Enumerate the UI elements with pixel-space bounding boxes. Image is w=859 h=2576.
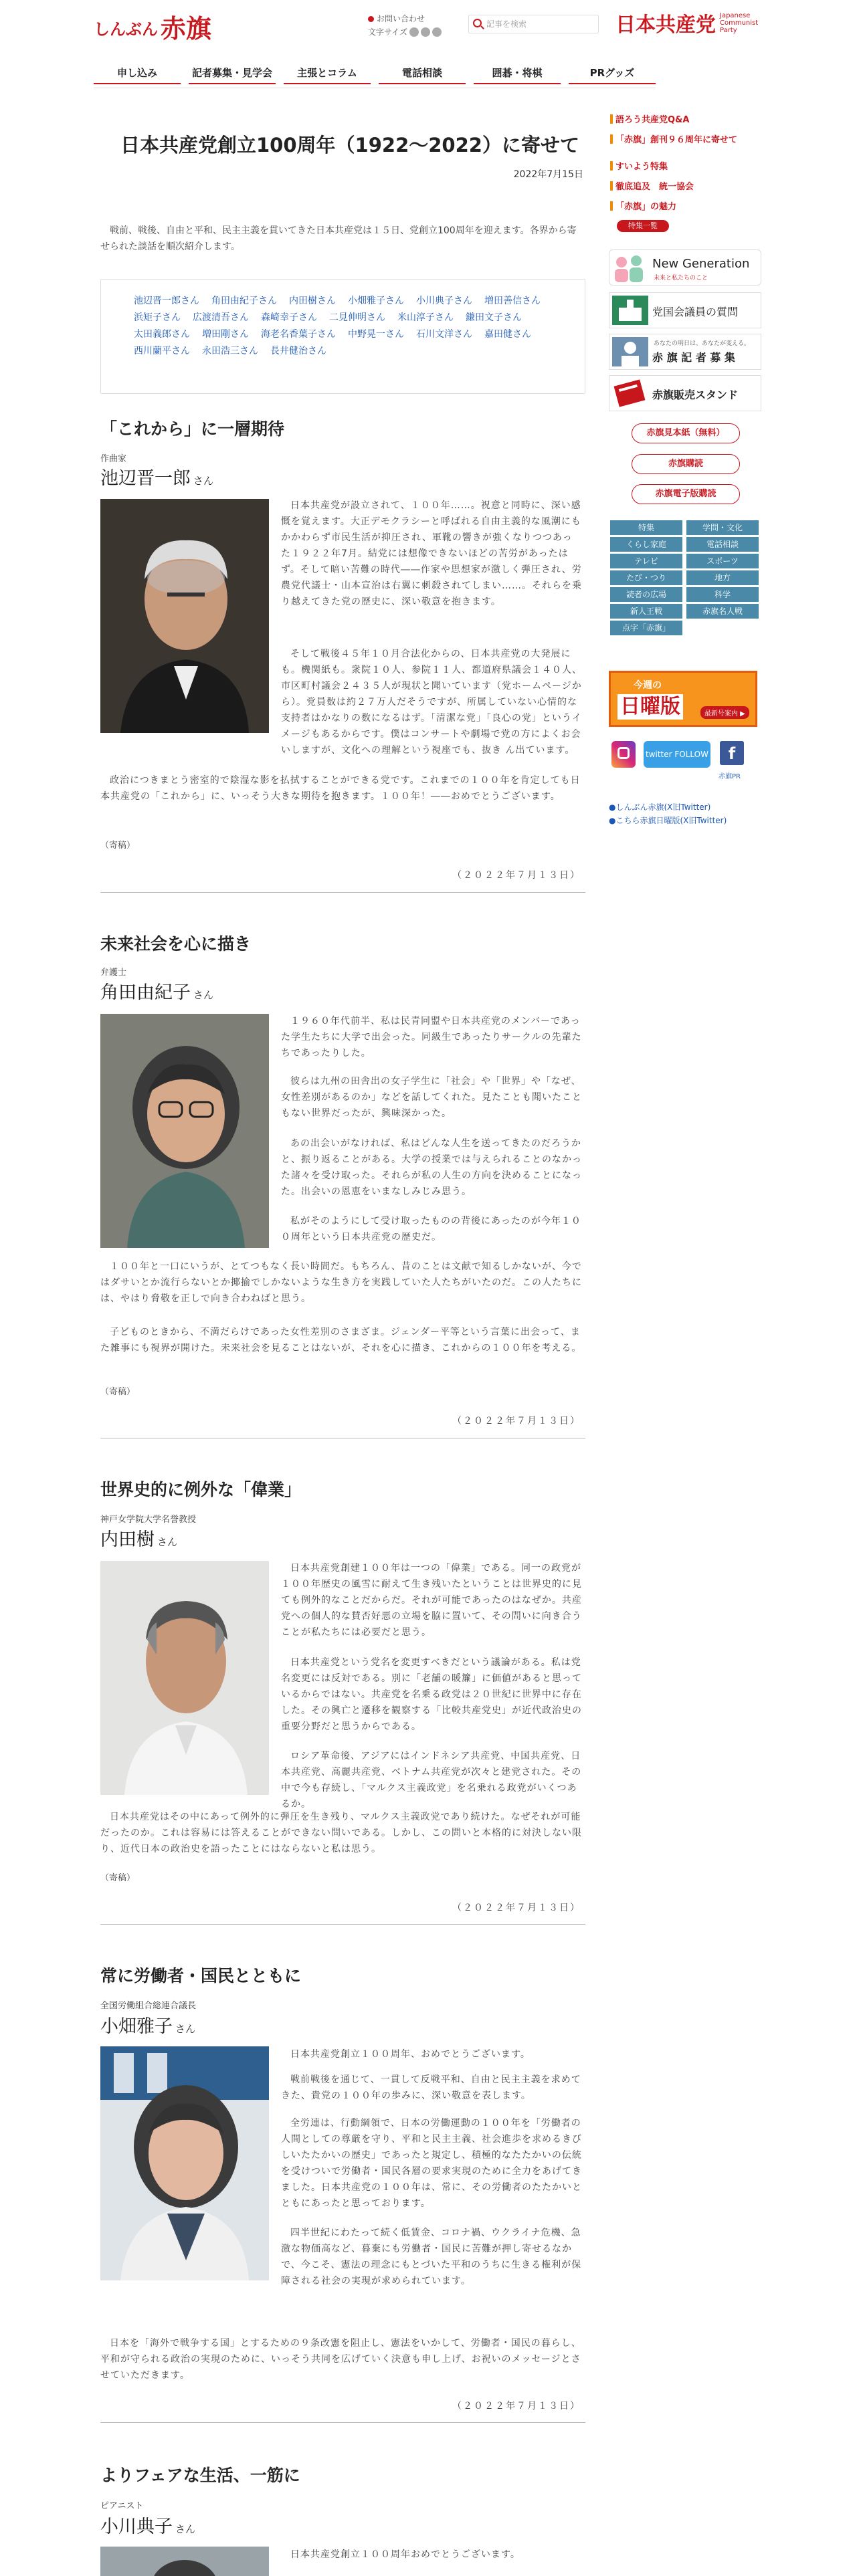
article-paragraph: 日本共産党が設立されて、１００年……。祝意と同時に、深い感慨を覚えます。大正デモクラシーと呼ばれる自由主義的な風潮にもかかわらず市民生活が抑圧され、軍靴の響きが強くなりつつあった１９２２年7月。結党には想像できないほどの苦労があったはず。そして暗い苦難の時代――作家や思想家が激しく弾圧され、労農党代議士・山本宣治は右翼に刺殺されてしまい……。それらを乗り越えてきた党の歴史に、深い敬意を抱きます。 bbox=[281, 500, 582, 607]
search-input[interactable] bbox=[468, 15, 599, 33]
contributor-name-text: 内田樹 bbox=[100, 1529, 155, 1550]
category-link[interactable]: くらし家庭 bbox=[610, 537, 682, 552]
toc-link[interactable]: 内田樹さん bbox=[289, 296, 336, 306]
toc-link[interactable]: 中野晃一さん bbox=[348, 329, 404, 340]
sunday-x-link[interactable]: ●こちら赤旗日曜版(X旧Twitter) bbox=[609, 816, 727, 825]
category-link[interactable]: たび・つり bbox=[610, 570, 682, 585]
nav-go-shogi[interactable]: 囲碁・将棋 bbox=[474, 62, 561, 84]
article-date: （２０２２年７月１３日） bbox=[452, 870, 581, 881]
toc-link[interactable]: 米山淳子さん bbox=[397, 312, 454, 323]
nav-apply[interactable]: 申し込み bbox=[94, 62, 181, 84]
page-title: 日本共産党創立100周年（1922〜2022）に寄せて bbox=[120, 134, 579, 156]
toc-link[interactable]: 海老名香葉子さん bbox=[261, 329, 336, 340]
article-paragraph: 四半世紀にわたって続く低賃金、コロナ禍、ウクライナ危機、急激な物価高など、暮棄にも労働者・国民に苦難が押し寄せるなかで、今こそ、憲法の理念にもとづいた平和のうちに生きる権利が保障される社会の実現が求められています。 bbox=[281, 2228, 582, 2286]
intro-text: 戦前、戦後、自由と平和、民主主義を貫いてきた日本共産党は１５日、党創立100周年を迎えます。各界から寄せられた談話を順次紹介します。 bbox=[100, 225, 577, 252]
contact-bullet-icon bbox=[368, 16, 374, 22]
section-heading: 「これから」に一層期待 bbox=[100, 419, 285, 439]
logo-big: 赤旗 bbox=[161, 13, 212, 43]
article-paragraph: あの出会いがなければ、私はどんな人生を送ってきたのだろうかと、振り返ることがある。大学の授業では与えられることのなかった諸々を受け取った。それらが私の人生の方向を決めることになった。出会いの恩恵をいまなしみじみ思う。 bbox=[281, 1138, 582, 1197]
contributor-name bbox=[100, 2512, 195, 2538]
category-link[interactable]: 赤旗名人戦 bbox=[686, 604, 759, 619]
toc-link[interactable]: 西川蘭平さん bbox=[134, 346, 190, 356]
contributor-name-text: 小川典子 bbox=[100, 2516, 173, 2537]
banner-title: 赤旗販売スタンド bbox=[652, 389, 739, 401]
category-link[interactable]: 科学 bbox=[686, 587, 759, 602]
article-paragraph: 日本共産党創立１００周年、おめでとうございます。 bbox=[290, 2049, 531, 2060]
category-link[interactable]: 新人王戦 bbox=[610, 604, 682, 619]
main-nav bbox=[94, 62, 656, 88]
banner-title: New Generation bbox=[652, 257, 750, 271]
publish-date: 2022年7月15日 bbox=[513, 169, 583, 180]
category-link[interactable]: 電話相談 bbox=[686, 537, 759, 552]
category-link[interactable]: 読者の広場 bbox=[610, 587, 682, 602]
sidebar-link[interactable]: 「赤旗」創刊９６周年に寄せて bbox=[610, 132, 737, 145]
article-paragraph: 日本共産党創立１００周年おめでとうございます。 bbox=[290, 2549, 520, 2560]
banner-sub: あなたの明日は、あなたが変える。 bbox=[654, 340, 751, 347]
article-date: （２０２２年７月１３日） bbox=[452, 2401, 581, 2411]
toc-link[interactable]: 石川文洋さん bbox=[416, 329, 472, 340]
sunday-label: 今週の bbox=[634, 680, 662, 691]
contributor-name-text: 角田由紀子 bbox=[100, 982, 191, 1003]
nav-recruit[interactable]: 記者募集・見学会 bbox=[189, 62, 276, 84]
banner-sub: 未来と私たちのこと bbox=[654, 275, 708, 282]
search-icon bbox=[473, 19, 482, 27]
font-medium-icon[interactable] bbox=[421, 27, 430, 37]
contributor-role: 神戸女学院大学名誉教授 bbox=[100, 1515, 197, 1525]
toc-link[interactable]: 浜矩子さん bbox=[134, 312, 181, 323]
note-label: （寄稿） bbox=[100, 1387, 136, 1397]
category-link[interactable]: 地方 bbox=[686, 570, 759, 585]
contributor-photo bbox=[100, 499, 269, 733]
party-logo-en: Japanese Communist Party bbox=[720, 11, 759, 34]
toc-link[interactable]: 池辺晋一郎さん bbox=[134, 296, 199, 306]
category-link[interactable]: 特集 bbox=[610, 520, 682, 535]
digital-subscribe-button[interactable]: 赤旗電子版購読 bbox=[632, 484, 740, 504]
toc-link[interactable]: 森崎幸子さん bbox=[261, 312, 317, 323]
contributor-photo bbox=[100, 2547, 269, 2576]
instagram-icon[interactable] bbox=[611, 741, 636, 768]
honorific: さん bbox=[175, 2023, 196, 2035]
people-icon bbox=[612, 253, 648, 282]
party-logo-jp: 日本共産党 bbox=[615, 13, 716, 37]
contributor-role: 弁護士 bbox=[100, 968, 127, 978]
diet-building-icon bbox=[612, 296, 648, 325]
party-logo[interactable] bbox=[615, 8, 767, 37]
contributor-photo bbox=[100, 1014, 269, 1248]
nav-column[interactable]: 主張とコラム bbox=[284, 62, 371, 84]
logo-small: しんぶん bbox=[94, 19, 158, 39]
honorific: さん bbox=[175, 2523, 196, 2535]
article-date: （２０２２年７月１３日） bbox=[452, 1903, 581, 1913]
section-heading: よりフェアな生活、一筋に bbox=[100, 2466, 300, 2485]
font-size-label: 文字サイズ bbox=[368, 27, 408, 37]
section-heading: 世界史的に例外な「偉業」 bbox=[100, 1480, 302, 1499]
font-large-icon[interactable] bbox=[432, 27, 442, 37]
toc-link[interactable]: 鎌田文子さん bbox=[466, 312, 522, 323]
divider bbox=[100, 2422, 585, 2423]
contributor-photo bbox=[100, 1561, 269, 1795]
sunday-edition-banner[interactable] bbox=[609, 671, 757, 727]
toc-link[interactable]: 角田由紀子さん bbox=[211, 296, 277, 306]
newspaper-icon bbox=[612, 379, 648, 408]
category-link[interactable]: 学問・文化 bbox=[686, 520, 759, 535]
search-placeholder: 記事を検索 bbox=[486, 19, 527, 29]
article-paragraph: 戦前戦後を通じて、一貫して反戦平和、自由と民主主義を求めてきた、貴党の１００年の歩みに、深い敬意を表します。 bbox=[281, 2074, 581, 2101]
subscribe-button[interactable]: 赤旗購読 bbox=[632, 454, 740, 474]
font-small-icon[interactable] bbox=[409, 27, 419, 37]
section-heading: 未来社会を心に描き bbox=[100, 934, 252, 954]
article-paragraph: 子どものときから、不満だらけであった女性差別のさまざま。ジェンダー平等という言葉に出会って、また雑事にも視界が開けた。未来社会を見ることはないが、それを心に描き、これからの１００年を考える。 bbox=[100, 1327, 582, 1354]
category-link[interactable]: スポーツ bbox=[686, 554, 759, 568]
honorific: さん bbox=[157, 1536, 178, 1548]
article-paragraph: 日本共産党創建１００年は一つの「偉業」である。同一の政党が１００年歴史の風雪に耐えて生き残いたということは世界史的に見ても例外的なことだからだ。それが可能であったのはなぜか。共産党への個人的な賛否好悪の立場を脇に置いて、その問いに向き合うことが私たちには必要だと思う。 bbox=[281, 1563, 582, 1638]
section-heading: 常に労働者・国民とともに bbox=[100, 1966, 302, 1985]
honorific: さん bbox=[193, 475, 214, 487]
sidebar-link[interactable]: 語ろう共産党Q&A bbox=[610, 112, 689, 125]
article-paragraph: １９６０年代前半、私は民青同盟や日本共産党のメンバーであった学生たちに大学で出会った。同級生であったりサークルの先輩たちであったりした。 bbox=[281, 1016, 582, 1059]
sidebar-link[interactable]: 「赤旗」の魅力 bbox=[610, 199, 676, 212]
nav-pr-goods[interactable]: PRグッズ bbox=[569, 62, 656, 84]
toc-link[interactable]: 広渡清吾さん bbox=[193, 312, 249, 323]
banner-title: 党国会議員の質問 bbox=[652, 306, 739, 318]
contributor-role: ピアニスト bbox=[100, 2501, 144, 2511]
akahata-x-link[interactable]: ●しんぶん赤旗(X旧Twitter) bbox=[609, 802, 711, 812]
contact-link[interactable]: お問い合わせ bbox=[377, 14, 425, 23]
toc-link[interactable]: 永田浩三さん bbox=[202, 346, 258, 356]
toc-link[interactable]: 増田善信さん bbox=[484, 296, 541, 306]
article-paragraph: 日本共産党はその中にあって例外的に弾圧を生き残り、マルクス主義政党であり続けた。なぜそれが可能だったのか。これは容易には答えることができない問いである。しかし、この問いと本格的に対決しない限り、近代日本の政治史を語ったことにはならないと私は思う。 bbox=[100, 1812, 582, 1854]
site-header bbox=[0, 0, 859, 43]
contributor-name bbox=[100, 2012, 195, 2038]
contributor-name bbox=[100, 1525, 177, 1551]
divider bbox=[100, 892, 585, 893]
sample-paper-button[interactable]: 赤旗見本紙（無料） bbox=[632, 423, 740, 443]
contributor-name bbox=[100, 463, 213, 490]
contributor-role: 全国労働組合総連合議長 bbox=[100, 2001, 197, 2011]
site-logo[interactable] bbox=[94, 8, 211, 45]
toc-link[interactable]: 長井健治さん bbox=[270, 346, 326, 356]
contributor-name-text: 小畑雅子 bbox=[100, 2016, 173, 2037]
reporter-icon bbox=[612, 337, 648, 366]
special-list-button[interactable]: 特集一覧 bbox=[617, 220, 669, 232]
facebook-pr-label: 赤旗PR bbox=[719, 773, 741, 780]
banner-recruit[interactable] bbox=[609, 334, 761, 370]
banner-sales-stand[interactable] bbox=[609, 375, 761, 411]
article-paragraph: 日本共産党という党名を変更すべきだという議論がある。私は党名変更には反対である。別に「老舗の暖簾」に価値があると思っているからではない。共産党を名乗る政党は２０世紀に世界中に存在した。その興亡と遷移を観察する「比較共産党史」が近代政治史の重要分野だと思うからである。 bbox=[281, 1657, 582, 1732]
banner-new-generation[interactable] bbox=[609, 249, 761, 286]
note-label: （寄稿） bbox=[100, 1873, 136, 1883]
contributor-role: 作曲家 bbox=[100, 454, 127, 464]
divider bbox=[100, 1924, 585, 1925]
banner-title: 赤 旗 記 者 募 集 bbox=[652, 351, 735, 364]
article-paragraph: 私がそのようにして受け取ったものの背後にあったのが今年１００周年という日本共産党の歴史だ。 bbox=[281, 1216, 581, 1243]
toc-link[interactable]: 増田剛さん bbox=[202, 329, 249, 340]
banner-diet-questions[interactable] bbox=[609, 292, 761, 328]
category-link[interactable]: 点字「赤旗」 bbox=[610, 621, 682, 635]
utility-links bbox=[368, 12, 442, 39]
article-paragraph: そして戦後４５年１０月合法化からの、日本共産党の大発展にも。機関紙も。衆院１０人、参院１１人、都道府県議会１４０人、市区町村議会２４３５人が現状と聞いています（党ホームページから）。党員数は約２７万人だそうですが、所属していない心情的な支持者はかなりの数になるはず。「清潔な党」「良心の党」というイメージもあるからです。僕はコンサートや劇場で党の方によくお会いしますが、文化への理解という視座でも、抜き ん出ています。 bbox=[281, 649, 582, 756]
toc-link[interactable]: 小畑雅子さん bbox=[348, 296, 404, 306]
category-link[interactable]: テレビ bbox=[610, 554, 682, 568]
sidebar-link[interactable]: 徹底追及 統一協会 bbox=[610, 179, 694, 192]
article-paragraph: 日本を「海外で戦争する国」とするための９条改憲を阻止し、憲法をいかして、労働者・国民の暮らし、平和が守られる政治の実現のために、いっそう共同を広げていく決意も申し上げ、お祝いのメッセージとさせていただきます。 bbox=[100, 2338, 581, 2381]
sidebar-link[interactable]: すいよう特集 bbox=[610, 159, 668, 172]
sunday-title: 日曜版 bbox=[617, 694, 683, 720]
toc-link[interactable]: 太田義郎さん bbox=[134, 329, 190, 340]
honorific: さん bbox=[193, 989, 214, 1001]
twitter-icon[interactable]: twitter FOLLOW US bbox=[644, 741, 710, 768]
article-paragraph: 彼らは九州の田舎出の女子学生に「社会」や「世界」や「なぜ、女性差別があるのか」などを話してくれた。見たことも聞いたこともない世界だったが、興味深かった。 bbox=[281, 1076, 582, 1119]
facebook-icon[interactable]: f bbox=[720, 741, 744, 765]
article-date: （２０２２年７月１３日） bbox=[452, 1416, 581, 1426]
toc-link[interactable]: 小川典子さん bbox=[416, 296, 472, 306]
article-paragraph: ロシア革命後、アジアにはインドネシア共産党、中国共産党、日本共産党、高麗共産党、ベトナム共産党が次々と建党された。その中で今も存続し、「マルクス主義政党」を名乗れる政党がいくつあるか。 bbox=[281, 1751, 582, 1810]
toc-link[interactable]: 嘉田健さん bbox=[484, 329, 531, 340]
note-label: （寄稿） bbox=[100, 841, 136, 851]
article-paragraph: 全労連は、行動綱領で、日本の労働運動の１００年を「労働者の人間としての尊厳を守り、平和と民主主義、社会進歩を求めるきびしいたたかいの歴史」であったと規定し、積極的なたたかいの伝統を受けついで労働者・国民各層の要求実現のために全力をあげてきました。日本共産党の１００年は、常に、その労働者のたたかいとともにあったと思っております。 bbox=[281, 2118, 582, 2209]
nav-phone[interactable]: 電話相談 bbox=[379, 62, 466, 84]
contributor-name bbox=[100, 978, 213, 1004]
contributor-toc bbox=[134, 293, 575, 360]
article-paragraph: 政治につきまとう密室的で陰湿な影を払拭することができる党です。これまでの１００年を肯定しても日本共産党の「これから」に、いっそう大きな期待を抱きます。１００年！――おめでとうございます。 bbox=[100, 775, 581, 802]
latest-issue-label: 最新号案内 ▶ bbox=[700, 706, 749, 719]
toc-link[interactable]: 二見伸明さん bbox=[329, 312, 385, 323]
contributor-photo bbox=[100, 2046, 269, 2280]
article-paragraph: １００年と一口にいうが、とてつもなく長い時間だ。もちろん、昔のことは文献で知るしかないが、今ではダサいとか流行らないとか揶揄でしかないような生き方を実践していた人たちがいたのだ。この人たちには、やはり脅敬を正しで向き合わねばと思う。 bbox=[100, 1261, 582, 1304]
contributor-name-text: 池辺晋一郎 bbox=[100, 468, 191, 489]
